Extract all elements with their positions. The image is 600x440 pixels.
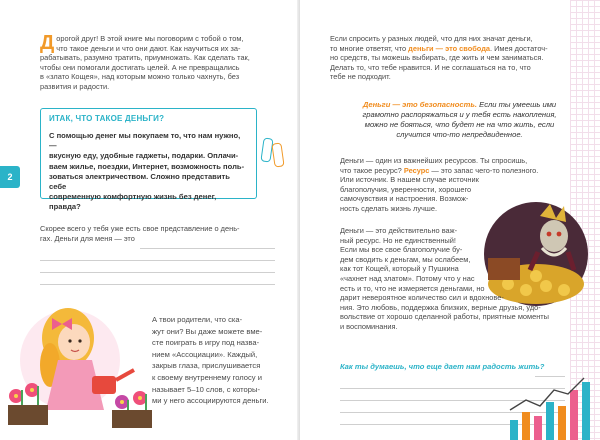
freedom-line: Если спросить у разных людей, что для них значат деньги, xyxy=(330,34,533,43)
resource-line: Деньги — один из важнейших ресурсов. Ты спросишь, xyxy=(340,156,528,165)
koschei-line: и воспоминания. xyxy=(340,321,398,331)
koschei-line: дарит невероятное количество сил и вдохнове- xyxy=(340,293,504,303)
resource-line: самочувствия и настроения. Возмож- xyxy=(340,194,469,204)
parents-line: к своему внутреннему голосу и xyxy=(152,372,262,382)
koschei-line: дем сводить к деньгам, мы ослабеем, xyxy=(340,254,471,264)
parents-line: закрыв глаза, прислушивается xyxy=(152,361,261,371)
box-line: современную комфортную жизнь без денег, правда? xyxy=(49,192,217,212)
parents-line: называет 5–10 слов, с которы- xyxy=(152,384,260,394)
parents-line: жут они? Вы даже можете вме- xyxy=(152,326,263,336)
intro-line: орогой друг! В этой книге мы поговорим с тобой о том, xyxy=(56,34,244,43)
intro-paragraph xyxy=(40,34,270,92)
koschei-paragraph xyxy=(340,226,585,332)
koschei-line: Если мы все свое благополучие бу- xyxy=(340,245,463,255)
koschei-line: как тот Кощей, который у Пушкина xyxy=(340,264,459,274)
box-line: С помощью денег мы покупаем то, что нам нужно, — xyxy=(49,131,241,151)
box-line: зоваться электричеством. Сложно представить себе xyxy=(49,171,230,192)
quote-lead: Деньги — это безопасность. xyxy=(362,100,477,109)
intro-line: в «злато Кощея», над которым можно только чахнуть, без xyxy=(40,72,240,82)
freedom-line: Делать то, что тебе нравится. И не соглашаться на то, что xyxy=(330,62,531,72)
resource-line: Или источник. В нашем случае источник xyxy=(340,175,479,185)
quote-line: случится что-то непредвиденное. xyxy=(396,130,523,139)
girl-watering-flowers-illustration xyxy=(0,290,165,440)
page-number: 2 xyxy=(0,166,20,188)
quote-line: грамотно распоряжаться и у тебя есть накопления, xyxy=(362,110,557,119)
freedom-line: тебе не подходит. xyxy=(330,72,391,82)
koschei-line: ный ресурс. Но не единственный! xyxy=(340,235,456,245)
decorative-bar-chart-icon xyxy=(506,376,596,440)
quote-line: можно не бояться, что будет не на что жить, если xyxy=(364,120,555,129)
paperclip-icon xyxy=(271,142,284,167)
koschei-line: «чахнет над златом». Потому что у нас xyxy=(340,273,475,283)
koschei-line: вольствие от хорошо сделанной работы, приятные моменты xyxy=(340,312,549,322)
freedom-paragraph xyxy=(330,34,560,82)
drop-cap: Д xyxy=(40,32,55,54)
intro-line: развития и радости. xyxy=(40,81,110,91)
highlighted-phrase: деньги — это свобода xyxy=(408,43,491,53)
box-title: ИТАК, ЧТО ТАКОЕ ДЕНЬГИ? xyxy=(49,114,165,123)
intro-line: рабатывать, разумно тратить, приумножать. Как сделать так, xyxy=(40,53,250,63)
box-line: вкусную еду, удобные гаджеты, подарки. Оплачи- xyxy=(49,151,239,161)
reflection-question: Как ты думаешь, что еще дает нам радость жить? xyxy=(340,362,545,371)
freedom-line: то многие ответят, что деньги — это свобода. Имея достаточ- xyxy=(330,43,548,53)
right-page xyxy=(300,0,600,440)
parents-paragraph xyxy=(152,314,287,407)
intro-line: чтобы они помогали достигать целей. А не превращались xyxy=(40,62,240,72)
parents-line: сте поиграть в игру под назва- xyxy=(152,338,260,348)
highlighted-phrase: Ресурс xyxy=(403,165,430,175)
freedom-line: но средств, ты можешь выбирать, где жить и чем заниматься. xyxy=(330,53,544,63)
koschei-line: есть и то, что не измеряется деньгами, но xyxy=(340,283,485,293)
intro-line: что такое деньги и что они дают. Как научиться их за- xyxy=(56,43,241,53)
resource-line: ность сделать жизнь лучше. xyxy=(340,203,437,213)
definition-box xyxy=(40,108,257,212)
box-body xyxy=(49,131,249,213)
quote-line: Если ты умеешь ими xyxy=(479,100,557,109)
box-line: ваем жилье, поездки, Интернет, возможность поль- xyxy=(49,161,245,171)
parents-line: ми у него ассоциируются деньги. xyxy=(152,396,269,406)
prompt-line: Скорее всего у тебя уже есть свое представление о день- xyxy=(40,224,240,233)
safety-quote xyxy=(352,100,567,140)
answer-lines xyxy=(40,237,275,285)
koschei-line: ния. Это любовь, поддержка близких, верные друзья, удо- xyxy=(340,302,541,312)
parents-line: А твои родители, что ска- xyxy=(152,315,243,324)
parents-line: нием «Ассоциации». Каждый, xyxy=(152,349,258,359)
resource-line: что такое ресурс? Ресурс — это запас чего-то полезного. xyxy=(340,165,539,175)
koschei-line: Деньги — это действительно важ- xyxy=(340,226,458,235)
prompt-line: гах. Деньги для меня — это xyxy=(40,233,135,243)
resource-line: благополучия, уверенности, хорошего xyxy=(340,184,472,194)
